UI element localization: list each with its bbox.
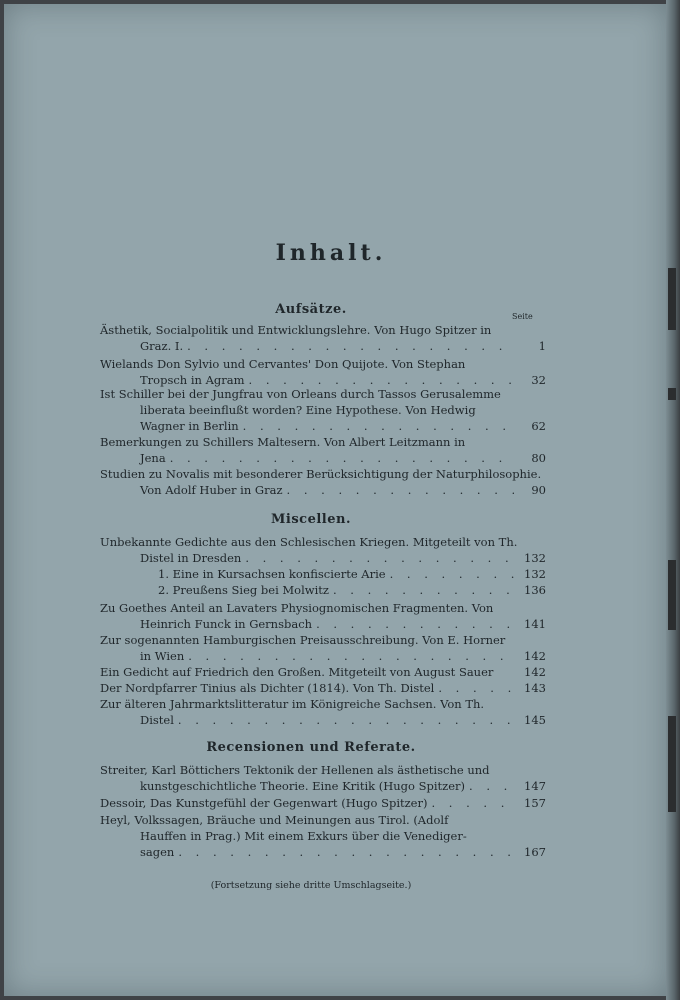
section-heading-aufsaetze: Aufsätze. bbox=[275, 302, 347, 317]
toc-subentry-line: 1. Eine in Kursachsen konfiscierte Arie . . . bbox=[158, 566, 514, 582]
section-heading-recensionen: Recensionen und Referate. bbox=[206, 740, 416, 755]
toc-entry-line: Studien zu Novalis mit besonderer Berücksichtigung der Naturphilosophie. bbox=[100, 467, 542, 481]
page-spine bbox=[666, 0, 680, 1000]
spine-mark bbox=[668, 268, 676, 330]
toc-page-number: 136 bbox=[524, 583, 546, 597]
toc-entry-line: Ein Gedicht auf Friedrich den Großen. Mitgeteilt von August Sauer bbox=[100, 665, 494, 679]
toc-entry-line: Heinrich Funck in Gernsbach . . . bbox=[140, 616, 514, 632]
toc-entry-line: Heyl, Volkssagen, Bräuche und Meinungen aus Tirol. (Adolf bbox=[100, 813, 449, 827]
toc-entry-line: kunstgeschichtliche Theorie. Eine Kritik (Hugo Spitzer) . . . bbox=[140, 778, 514, 794]
toc-page-number: 1 bbox=[538, 339, 546, 353]
spine-mark bbox=[668, 388, 676, 400]
toc-entry-line: Zu Goethes Anteil an Lavaters Physiognomischen Fragmenten. Von bbox=[100, 601, 494, 615]
toc-entry-line: Wagner in Berlin . . . bbox=[140, 418, 514, 434]
toc-entry-line: liberata beeinflußt worden? Eine Hypothese. Von Hedwig bbox=[140, 403, 476, 417]
toc-entry-line: Distel . . . bbox=[140, 712, 514, 728]
spine-mark bbox=[668, 560, 676, 630]
toc-entry-line: Bemerkungen zu Schillers Maltesern. Von Albert Leitzmann in bbox=[100, 435, 466, 449]
toc-page-number: 80 bbox=[531, 451, 546, 465]
toc-entry-line: Wielands Don Sylvio und Cervantes' Don Quijote. Von Stephan bbox=[100, 357, 466, 371]
toc-page-number: 132 bbox=[524, 567, 546, 581]
toc-page-number: 90 bbox=[531, 483, 546, 497]
toc-page-number: 142 bbox=[524, 649, 546, 663]
toc-entry-line: Ästhetik, Socialpolitik und Entwicklungslehre. Von Hugo Spitzer in bbox=[100, 323, 492, 337]
toc-entry-line: Der Nordpfarrer Tinius als Dichter (1814). Von Th. Distel . . . bbox=[100, 680, 514, 696]
toc-page-number: 167 bbox=[524, 845, 546, 859]
toc-page-number: 142 bbox=[524, 665, 546, 679]
section-heading-miscellen: Miscellen. bbox=[271, 512, 351, 527]
toc-page-number: 132 bbox=[524, 551, 546, 565]
toc-entry-line: Tropsch in Agram . . . bbox=[140, 372, 514, 388]
toc-entry-line: Dessoir, Das Kunstgefühl der Gegenwart (Hugo Spitzer) . . . bbox=[100, 795, 514, 811]
toc-entry-line: Jena . . . bbox=[140, 450, 514, 466]
continuation-note: (Fortsetzung siehe dritte Umschlagseite.) bbox=[210, 880, 412, 891]
toc-page-number: 143 bbox=[524, 681, 546, 695]
spine-mark bbox=[668, 716, 676, 812]
toc-entry-line: Von Adolf Huber in Graz . . . bbox=[140, 482, 514, 498]
toc-page-number: 32 bbox=[531, 373, 546, 387]
toc-entry-line: Zur älteren Jahrmarktslitteratur im Königreiche Sachsen. Von Th. bbox=[100, 697, 485, 711]
toc-page-number: 145 bbox=[524, 713, 546, 727]
toc-entry-line: Streiter, Karl Böttichers Tektonik der Hellenen als ästhetische und bbox=[100, 763, 490, 777]
toc-subentry-line: 2. Preußens Sieg bei Molwitz . . . bbox=[158, 582, 514, 598]
seite-label: Seite bbox=[512, 312, 533, 321]
toc-entry-line: Zur sogenannten Hamburgischen Preisausschreibung. Von E. Horner bbox=[100, 633, 506, 647]
toc-entry-line: Hauffen in Prag.) Mit einem Exkurs über die Venediger- bbox=[140, 829, 467, 843]
toc-page-number: 157 bbox=[524, 796, 546, 810]
toc-entry-line: Ist Schiller bei der Jungfrau von Orleans durch Tassos Gerusalemme bbox=[100, 387, 501, 401]
toc-entry-line: Distel in Dresden . . . bbox=[140, 550, 514, 566]
toc-page-number: 62 bbox=[531, 419, 546, 433]
toc-page-number: 141 bbox=[524, 617, 546, 631]
toc-entry-line: sagen . . . bbox=[140, 844, 514, 860]
toc-entry-line: Unbekannte Gedichte aus den Schlesischen Kriegen. Mitgeteilt von Th. bbox=[100, 535, 518, 549]
toc-entry-line: in Wien . . . bbox=[140, 648, 514, 664]
toc-page-number: 147 bbox=[524, 779, 546, 793]
toc-entry-line: Graz. I. . . . bbox=[140, 338, 514, 354]
page-title: Inhalt. bbox=[275, 240, 387, 266]
